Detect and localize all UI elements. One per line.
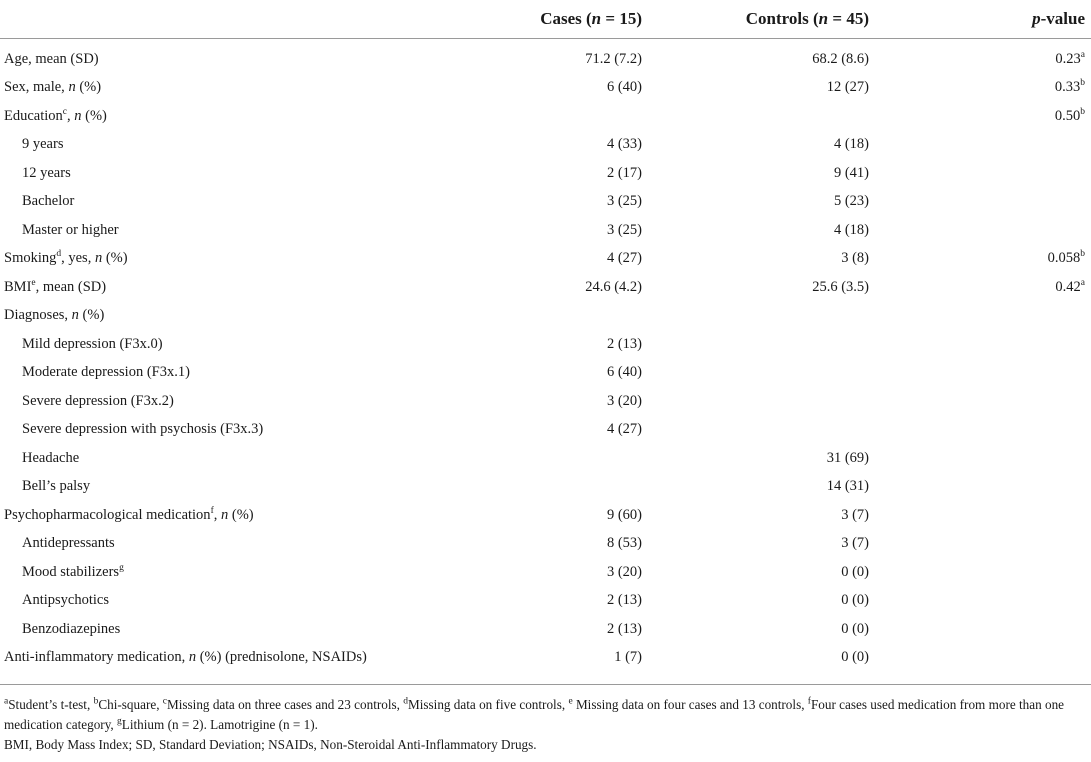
header-label-column [0, 0, 485, 39]
p-value [899, 131, 1091, 160]
row-label: Smoking$^d$, yes, n (%) [4, 249, 128, 267]
table-row [0, 501, 1091, 530]
cases-value: 2 (13) [606, 335, 642, 352]
p-value: 0.058$^b$ [1047, 249, 1085, 267]
controls-value: 25.6 (3.5) [812, 278, 869, 295]
footnote-abbreviations: BMI, Body Mass Index; SD, Standard Deviation; NSAIDs, Non-Steroidal Anti-Inflammatory Drugs. [4, 737, 537, 752]
controls-value [642, 330, 899, 359]
table-row [0, 330, 1091, 359]
p-value: 0.42$^a$ [1055, 277, 1085, 295]
table-footnotes [0, 685, 1091, 755]
cases-value: 24.6 (4.2) [585, 278, 642, 295]
table-row [0, 131, 1091, 160]
table-row [0, 473, 1091, 502]
cases-value: 3 (25) [606, 221, 642, 238]
cases-value: 1 (7) [614, 649, 642, 666]
controls-value [642, 416, 899, 445]
cases-value: 4 (27) [606, 421, 642, 438]
p-value: 0.23$^a$ [1055, 49, 1085, 67]
cases-value: 8 (53) [606, 535, 642, 552]
table-row [0, 74, 1091, 103]
footnote-tests: $^a$Student’s t-test, $^b$Chi-square, $^c$Missing data on three cases and 23 controls, $^d$Missing data on five controls, $^e$ Missing data on four cases and 13 controls, $^f$Four cases used medication from more than one medication category, $^g$Lithium (n = 2). Lamotrigine (n = 1). [4, 696, 1065, 732]
row-label: Master or higher [22, 221, 119, 238]
row-label: Age, mean (SD) [4, 50, 99, 67]
p-value [899, 473, 1091, 502]
row-label: Severe depression with psychosis (F3x.3) [22, 421, 264, 438]
controls-value: 3 (8) [841, 250, 869, 267]
controls-value: 3 (7) [841, 535, 869, 552]
p-value [899, 188, 1091, 217]
controls-value [642, 302, 899, 331]
controls-value: 0 (0) [841, 563, 869, 580]
row-label: Moderate depression (F3x.1) [22, 364, 190, 381]
table-row [0, 302, 1091, 331]
p-value [899, 501, 1091, 530]
cases-value [485, 444, 642, 473]
table-row [0, 359, 1091, 388]
table-row [0, 188, 1091, 217]
p-value [899, 558, 1091, 587]
controls-value: 4 (18) [833, 221, 869, 238]
table-row [0, 102, 1091, 131]
controls-value [642, 102, 899, 131]
controls-value: 9 (41) [833, 164, 869, 181]
p-value [899, 387, 1091, 416]
row-label: Antipsychotics [22, 592, 109, 609]
cases-value: 6 (40) [606, 364, 642, 381]
row-label: Bachelor [22, 193, 75, 210]
table-row [0, 644, 1091, 673]
p-value [899, 644, 1091, 673]
table-row [0, 416, 1091, 445]
p-value [899, 615, 1091, 644]
controls-value: 68.2 (8.6) [812, 50, 869, 67]
header-p-value: p-value [1032, 9, 1085, 28]
cases-value [485, 302, 642, 331]
controls-value: 0 (0) [841, 649, 869, 666]
p-value [899, 302, 1091, 331]
p-value: 0.50$^b$ [1054, 106, 1085, 124]
row-label: Benzodiazepines [22, 620, 121, 637]
cases-value: 2 (13) [606, 620, 642, 637]
table-row [0, 558, 1091, 587]
cases-value: 3 (20) [606, 392, 642, 409]
table-row [0, 587, 1091, 616]
p-value [899, 330, 1091, 359]
row-label: Headache [22, 449, 80, 466]
p-value [899, 416, 1091, 445]
cases-value: 71.2 (7.2) [585, 50, 642, 67]
row-label: 9 years [22, 136, 64, 153]
table-row [0, 444, 1091, 473]
row-label: BMI$^e$, mean (SD) [4, 277, 107, 295]
row-label: Diagnoses, n (%) [4, 307, 105, 324]
table-row [0, 387, 1091, 416]
controls-value [642, 387, 899, 416]
p-value: 0.33$^b$ [1054, 78, 1085, 96]
cases-value: 2 (17) [606, 164, 642, 181]
p-value [899, 530, 1091, 559]
row-label: Antidepressants [22, 535, 115, 552]
cases-value: 6 (40) [606, 79, 642, 96]
table-header-row [0, 0, 1091, 39]
row-label: Sex, male, n (%) [4, 79, 102, 96]
controls-value [642, 359, 899, 388]
controls-value: 3 (7) [841, 506, 869, 523]
cases-value: 3 (20) [606, 563, 642, 580]
p-value [899, 159, 1091, 188]
table-row [0, 530, 1091, 559]
row-label: Bell’s palsy [22, 478, 91, 495]
row-label: Education$^c$, n (%) [4, 106, 107, 124]
row-label: Anti-inflammatory medication, n (%) (prednisolone, NSAIDs) [4, 649, 367, 666]
p-value [899, 587, 1091, 616]
cases-value [485, 102, 642, 131]
controls-value: 0 (0) [841, 620, 869, 637]
controls-value: 14 (31) [826, 478, 869, 495]
cases-value: 3 (25) [606, 193, 642, 210]
p-value [899, 444, 1091, 473]
cases-value: 2 (13) [606, 592, 642, 609]
cases-value: 4 (27) [606, 250, 642, 267]
table-row [0, 39, 1091, 74]
cases-value: 4 (33) [606, 136, 642, 153]
table-row [0, 245, 1091, 274]
controls-value: 0 (0) [841, 592, 869, 609]
controls-value: 31 (69) [826, 449, 869, 466]
header-cases: Cases (n = 15) [540, 9, 642, 28]
cases-value [485, 473, 642, 502]
cases-value: 9 (60) [606, 506, 642, 523]
controls-value: 5 (23) [833, 193, 869, 210]
controls-value: 4 (18) [833, 136, 869, 153]
table-row [0, 273, 1091, 302]
row-label: Severe depression (F3x.2) [22, 392, 174, 409]
controls-value: 12 (27) [826, 79, 869, 96]
table-row [0, 216, 1091, 245]
table-row [0, 615, 1091, 644]
row-label: Psychopharmacological medication$^f$, n (%) [4, 505, 254, 523]
row-label: 12 years [22, 164, 71, 181]
table-row [0, 159, 1091, 188]
p-value [899, 216, 1091, 245]
header-controls: Controls (n = 45) [745, 9, 869, 28]
row-label: Mood stabilizers$^g$ [22, 562, 124, 580]
p-value [899, 359, 1091, 388]
row-label: Mild depression (F3x.0) [22, 335, 163, 352]
